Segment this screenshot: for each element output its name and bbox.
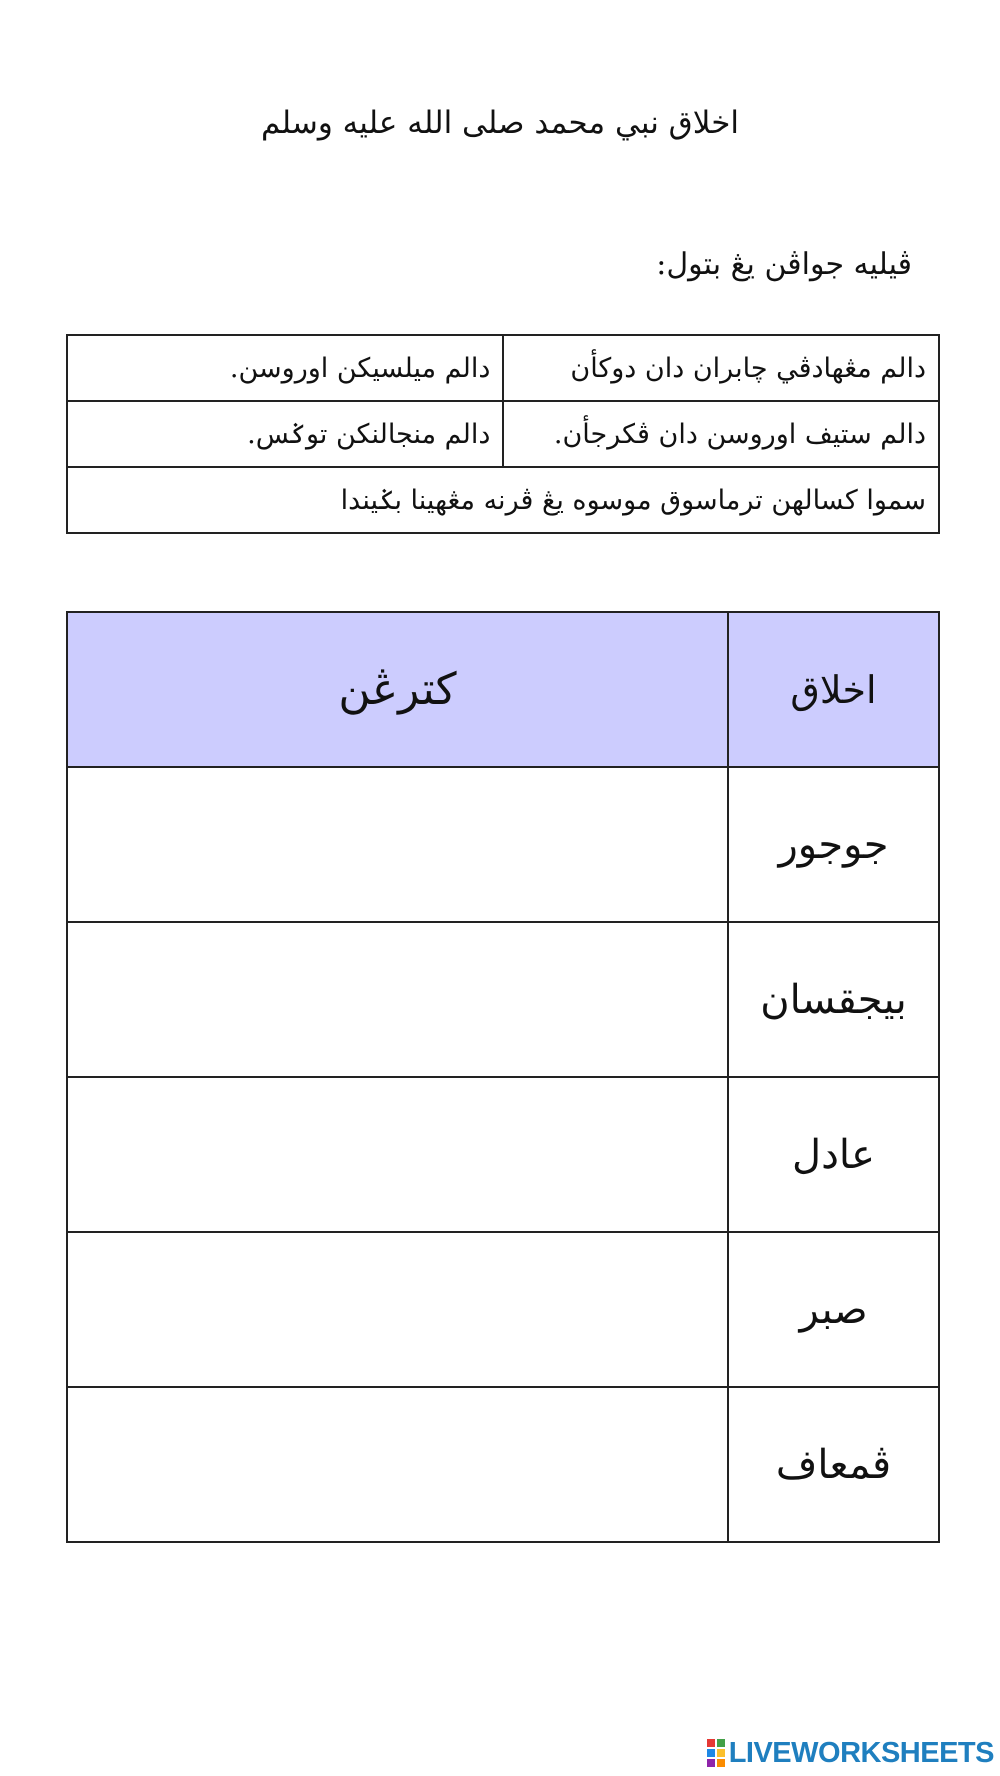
- answer-input[interactable]: [68, 1233, 727, 1386]
- logo-square: [717, 1759, 725, 1767]
- akhlaq-label: جوجور: [728, 767, 939, 922]
- answer-cell[interactable]: [67, 922, 728, 1077]
- akhlaq-label: ڤمعاف: [728, 1387, 939, 1542]
- table-row: [67, 922, 939, 1077]
- akhlaq-label: صبر: [728, 1232, 939, 1387]
- header-contoh: كترڠن: [67, 612, 728, 767]
- table-row: [67, 1232, 939, 1387]
- options-row: [67, 401, 939, 467]
- table-row: [67, 1077, 939, 1232]
- logo-square: [707, 1749, 715, 1757]
- table-row: [67, 1387, 939, 1542]
- logo-square: [707, 1759, 715, 1767]
- answer-input[interactable]: [68, 768, 727, 921]
- akhlaq-label: عادل: [728, 1077, 939, 1232]
- answer-table: [66, 611, 940, 1543]
- answer-input[interactable]: [68, 1078, 727, 1231]
- answer-table-header: [67, 612, 939, 767]
- option-cell: دالم مڠهادڤي چابران دان دوكأن: [503, 335, 939, 401]
- logo-square: [717, 1749, 725, 1757]
- table-row: [67, 767, 939, 922]
- option-cell: دالم ميلسيكن اوروسن.: [67, 335, 503, 401]
- answer-cell[interactable]: [67, 1387, 728, 1542]
- logo-square: [707, 1739, 715, 1747]
- option-cell: دالم منجالنكن توݢس.: [67, 401, 503, 467]
- answer-cell[interactable]: [67, 1077, 728, 1232]
- answer-input[interactable]: [68, 923, 727, 1076]
- logo-text: LIVEWORKSHEETS: [728, 1736, 994, 1769]
- options-row: [67, 467, 939, 533]
- answer-cell[interactable]: [67, 767, 728, 922]
- options-row: [67, 335, 939, 401]
- instruction-text: ڤيليه جواڤن يڠ بتول:: [656, 247, 912, 282]
- page-title: اخلاق نبي محمد صلى الله عليه وسلم: [260, 105, 740, 141]
- answer-input[interactable]: [68, 1388, 727, 1541]
- logo-mark-icon: [707, 1739, 725, 1767]
- option-cell: دالم ستيف اوروسن دان ڤكرجأن.: [503, 401, 939, 467]
- options-table: [66, 334, 940, 534]
- akhlaq-label: بيجقسان: [728, 922, 939, 1077]
- option-cell: سموا كسالهن ترماسوق موسوه يڠ ڤرنه مڠهينا بݢيندا: [67, 467, 939, 533]
- header-akhlaq: اخلاق: [728, 612, 939, 767]
- liveworksheets-logo[interactable]: [707, 1738, 994, 1768]
- answer-cell[interactable]: [67, 1232, 728, 1387]
- logo-square: [717, 1739, 725, 1747]
